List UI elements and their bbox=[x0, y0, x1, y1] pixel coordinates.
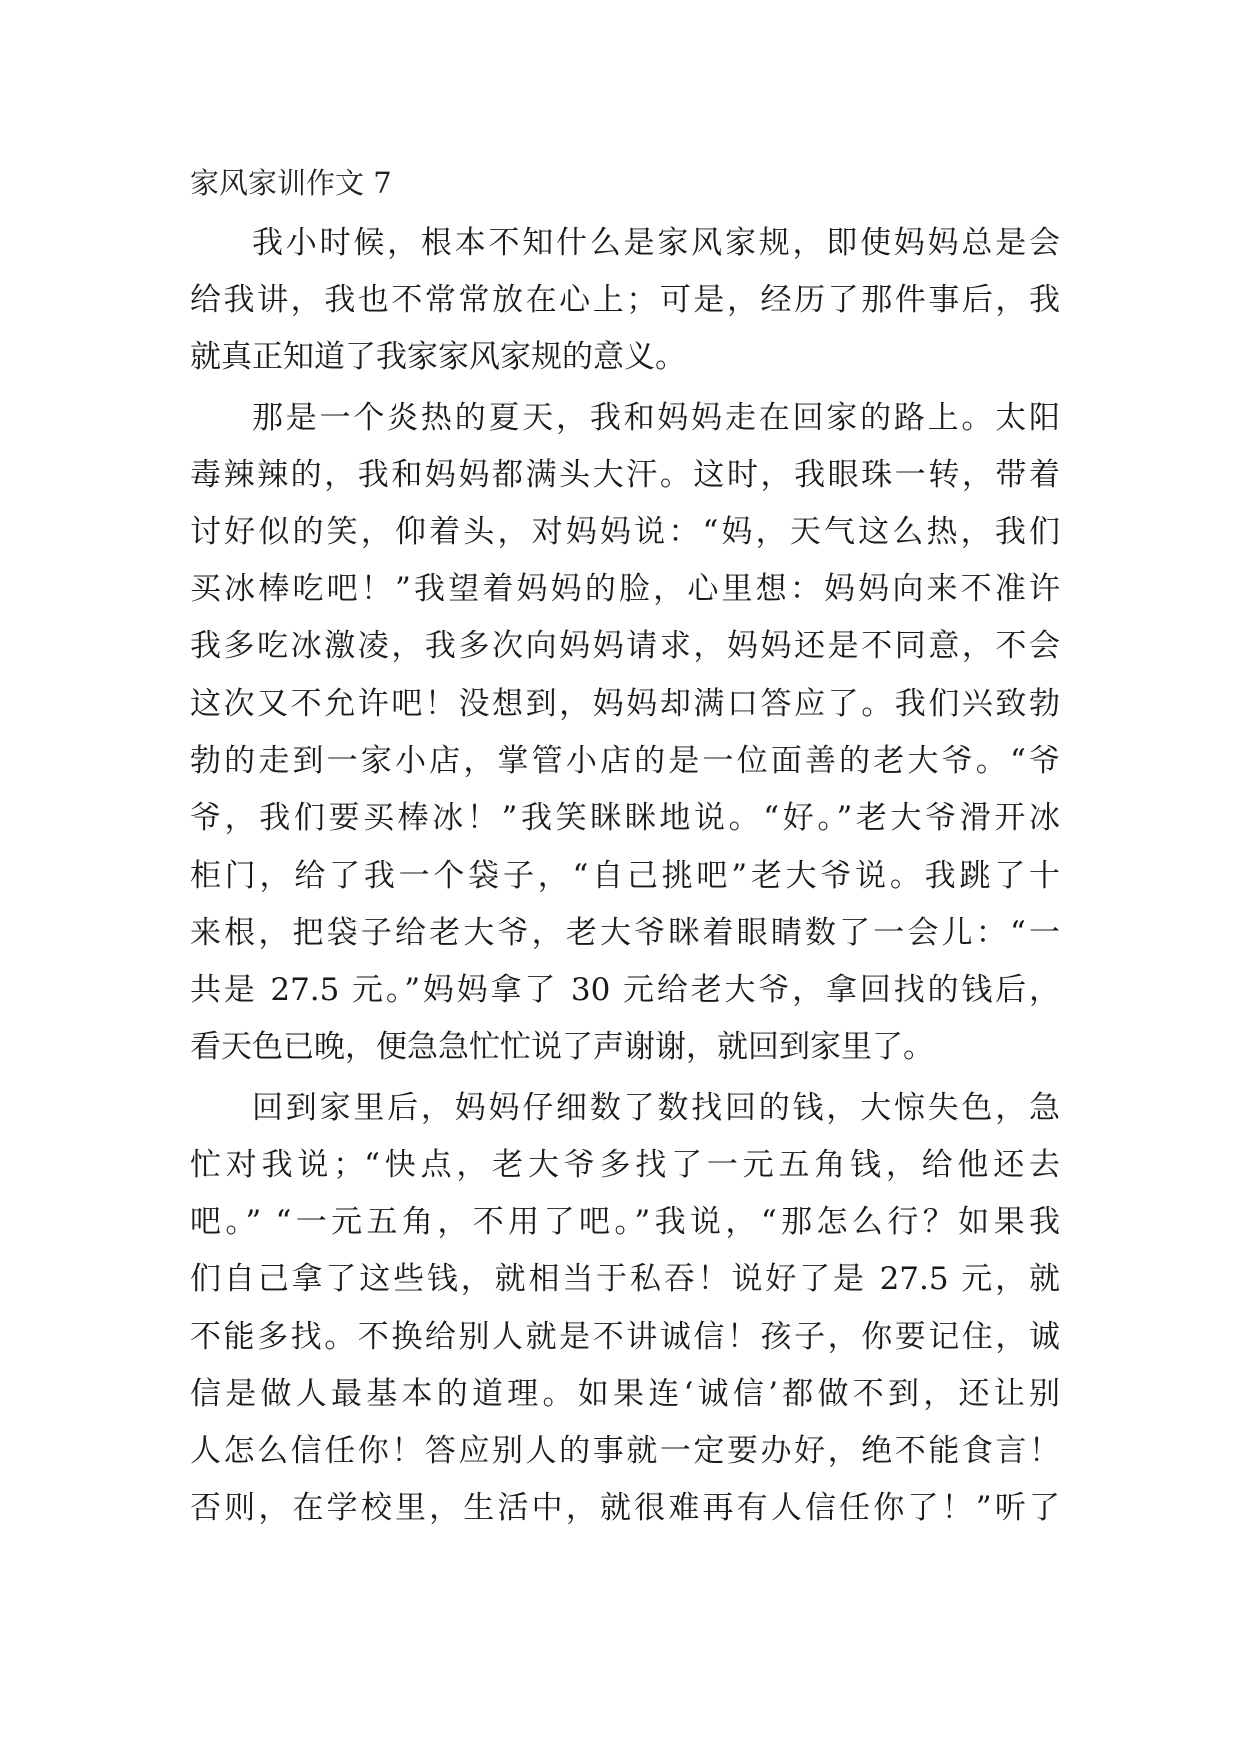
text-line: 共是 27.5 元。”妈妈拿了 30 元给老大爷，拿回找的钱后， bbox=[190, 972, 1060, 1008]
text-line: 吧。” “一元五角，不用了吧。”我说，“那怎么行？如果我 bbox=[190, 1204, 1060, 1240]
text-line: 爷，我们要买棒冰！”我笑眯眯地说。“好。”老大爷滑开冰 bbox=[190, 800, 1060, 836]
text-line: 看天色已晚，便急急忙忙说了声谢谢，就回到家里了。 bbox=[190, 1029, 934, 1065]
document-title: 家风家训作文 7 bbox=[190, 166, 392, 200]
text-line: 来根，把袋子给老大爷，老大爷眯着眼睛数了一会儿：“一 bbox=[190, 915, 1060, 951]
text-line: 信是做人最基本的道理。如果连‘诚信’都做不到，还让别 bbox=[190, 1376, 1060, 1412]
text-line: 我小时候，根本不知什么是家风家规，即使妈妈总是会 bbox=[252, 225, 1060, 261]
text-line: 忙对我说；“快点，老大爷多找了一元五角钱，给他还去 bbox=[190, 1147, 1060, 1183]
text-line: 不能多找。不换给别人就是不讲诚信！孩子，你要记住，诚 bbox=[190, 1319, 1060, 1355]
text-line: 柜门，给了我一个袋子，“自己挑吧”老大爷说。我跳了十 bbox=[190, 858, 1060, 894]
text-line: 我多吃冰激凌，我多次向妈妈请求，妈妈还是不同意，不会 bbox=[190, 628, 1060, 664]
text-line: 们自己拿了这些钱，就相当于私吞！说好了是 27.5 元，就 bbox=[190, 1261, 1060, 1297]
text-line: 回到家里后，妈妈仔细数了数找回的钱，大惊失色，急 bbox=[252, 1090, 1060, 1126]
text-line: 勃的走到一家小店，掌管小店的是一位面善的老大爷。“爷 bbox=[190, 743, 1060, 779]
text-line: 买冰棒吃吧！”我望着妈妈的脸，心里想：妈妈向来不准许 bbox=[190, 571, 1060, 607]
text-line: 给我讲，我也不常常放在心上；可是，经历了那件事后，我 bbox=[190, 282, 1060, 318]
text-line: 这次又不允许吧！没想到，妈妈却满口答应了。我们兴致勃 bbox=[190, 686, 1060, 722]
text-line: 毒辣辣的，我和妈妈都满头大汗。这时，我眼珠一转，带着 bbox=[190, 457, 1060, 493]
text-line: 讨好似的笑，仰着头，对妈妈说：“妈，天气这么热，我们 bbox=[190, 514, 1060, 550]
text-line: 那是一个炎热的夏天，我和妈妈走在回家的路上。太阳 bbox=[252, 400, 1060, 436]
text-line: 就真正知道了我家家风家规的意义。 bbox=[190, 339, 686, 375]
text-line: 否则，在学校里，生活中，就很难再有人信任你了！”听了 bbox=[190, 1490, 1060, 1526]
text-line: 人怎么信任你！答应别人的事就一定要办好，绝不能食言！ bbox=[190, 1433, 1060, 1469]
